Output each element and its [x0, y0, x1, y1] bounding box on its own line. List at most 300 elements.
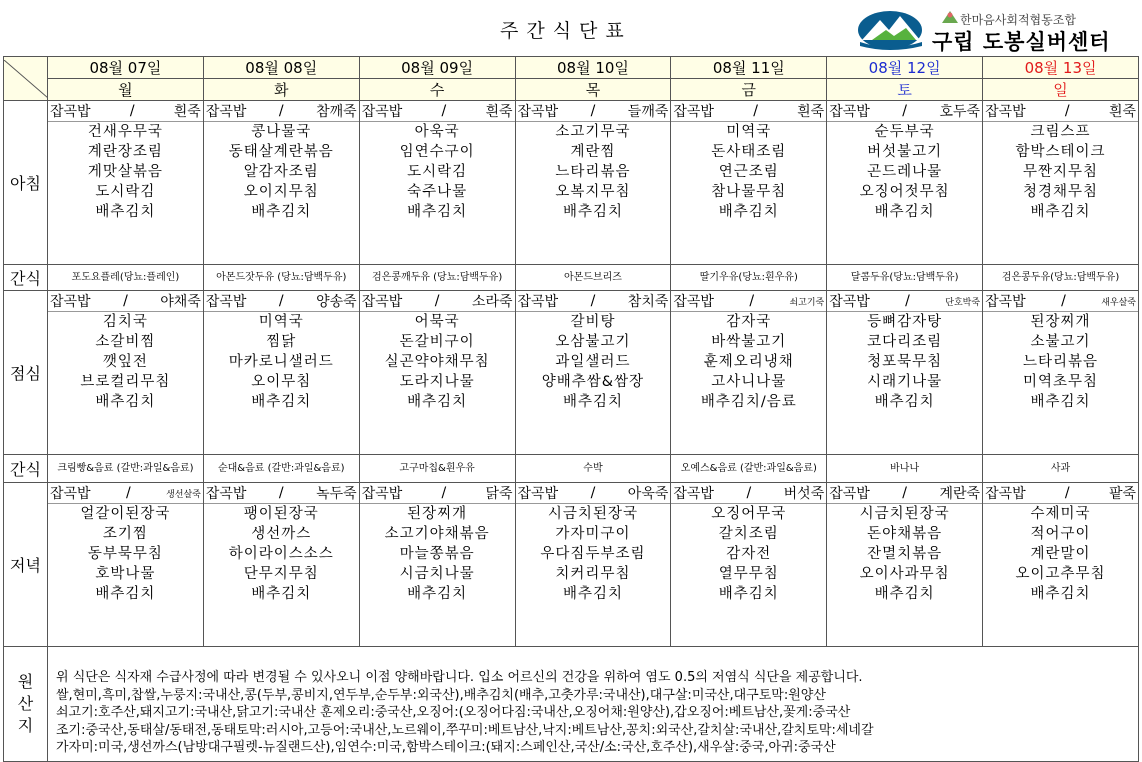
dish-item: 느타리볶음 — [1023, 354, 1099, 370]
dish-item: 배추김치 — [1030, 204, 1091, 220]
rice-porridge-line — [671, 101, 826, 122]
breakfast-cell — [515, 101, 671, 265]
header — [0, 0, 1142, 56]
porridge-label: 양송죽 — [316, 294, 357, 310]
breakfast-cell — [203, 101, 359, 265]
rice-porridge-line — [671, 291, 826, 312]
snack2-item: 바나나 — [827, 455, 983, 483]
rice-label: 잡곡밥 — [673, 486, 714, 502]
snack2-item: 순대&음료 (갈반:과일&음료) — [203, 455, 359, 483]
origin-line: 쌀,현미,흑미,찹쌀,누룽지:국내산,콩(두부,콩비지,연두부,순두부:외국산),배추김치(배추,고춧가루:국내산),대구살:미국산,대구토막:원양산 — [56, 687, 826, 703]
lunch-row — [4, 291, 1139, 455]
rice-label: 잡곡밥 — [985, 104, 1026, 120]
dish-item: 팽이된장국 — [243, 506, 319, 522]
corner-cell — [4, 57, 48, 101]
dish-item: 가자미구이 — [555, 526, 631, 542]
dish-item: 감자국 — [726, 314, 772, 330]
dish-item: 소고기무국 — [555, 124, 631, 140]
origin-line: 위 식단은 식자재 수급사정에 따라 변경될 수 있사오니 이점 양해바랍니다. 입소 어르신의 건강을 위하여 염도 0.5의 저염식 식단을 제공합니다. — [56, 670, 863, 685]
blank-line — [360, 243, 515, 264]
snack1-item: 아몬드잣두유 (당뇨:담백두유) — [203, 265, 359, 291]
dinner-label: 저녁 — [4, 483, 48, 647]
breakfast-label: 아침 — [4, 101, 48, 265]
dinner-cell — [983, 483, 1139, 647]
org-name: 구립 도봉실버센터 — [932, 30, 1111, 54]
dish-item: 배추김치 — [95, 394, 156, 410]
org-subtitle: 한마음사회적협동조합 — [960, 13, 1076, 27]
corner-diagonal — [4, 60, 48, 98]
rice-porridge-line — [983, 291, 1138, 312]
rice-porridge-line — [516, 101, 671, 122]
dish-item: 치커리무침 — [555, 566, 631, 582]
org-logo — [856, 6, 1136, 52]
dish-item: 배추김치 — [407, 394, 468, 410]
dish-item: 김치국 — [102, 314, 148, 330]
dish-item: 하이라이스소스 — [228, 546, 334, 562]
blank-line — [983, 433, 1138, 454]
blank-line — [204, 625, 359, 646]
dish-item: 배추김치 — [562, 204, 623, 220]
porridge-label: 쇠고기죽 — [789, 297, 825, 308]
blank-line — [516, 412, 671, 433]
dish-item: 미역국 — [726, 124, 772, 140]
dish-item: 청경채무침 — [1023, 184, 1099, 200]
origin-row — [4, 647, 1139, 762]
rice-porridge-line — [983, 101, 1138, 122]
blank-line — [48, 222, 203, 243]
dish-item: 참나물무침 — [711, 184, 787, 200]
snack2-item: 오예스&음료 (갈반:과일&음료) — [671, 455, 827, 483]
blank-line — [204, 412, 359, 433]
cooperative-emblem-icon — [940, 9, 960, 25]
dinner-row — [4, 483, 1139, 647]
dish-item: 배추김치 — [1030, 394, 1091, 410]
dish-item: 건새우무국 — [87, 124, 163, 140]
breakfast-cell — [827, 101, 983, 265]
rice-label: 잡곡밥 — [205, 294, 247, 310]
rice-label: 잡곡밥 — [985, 486, 1026, 502]
dish-item: 적어구이 — [1030, 526, 1091, 542]
rice-porridge-line — [360, 291, 515, 312]
rice-porridge-line — [48, 101, 203, 122]
dish-item: 배추김치 — [407, 204, 468, 220]
dish-item: 연근조림 — [718, 164, 779, 180]
snack2-row — [4, 455, 1139, 483]
dish-item: 배추김치 — [874, 586, 935, 602]
dish-item: 코다리조림 — [867, 334, 943, 350]
rice-label: 잡곡밥 — [829, 486, 870, 502]
dish-item: 청포묵무침 — [867, 354, 943, 370]
dish-item: 등뼈감자탕 — [867, 314, 943, 330]
dish-item: 게맛살볶음 — [87, 164, 163, 180]
rice-label: 잡곡밥 — [361, 486, 403, 502]
dish-item: 배추김치 — [95, 586, 156, 602]
blank-line — [204, 604, 359, 625]
blank-line — [983, 243, 1138, 264]
blank-line — [671, 222, 826, 243]
dish-item: 오이사과무침 — [859, 566, 950, 582]
blank-line — [671, 412, 826, 433]
dish-item: 무짠지무침 — [1023, 164, 1099, 180]
breakfast-cell — [48, 101, 204, 265]
dish-item: 동태살계란볶음 — [228, 144, 334, 160]
blank-line — [983, 604, 1138, 625]
blank-line — [48, 604, 203, 625]
blank-line — [827, 222, 982, 243]
dish-item: 소갈비찜 — [95, 334, 156, 350]
dish-item: 계란찜 — [570, 144, 616, 160]
blank-line — [204, 433, 359, 454]
porridge-label: 버섯죽 — [783, 486, 825, 502]
date-thu: 08월 10일 — [515, 57, 671, 79]
rice-porridge-line — [827, 101, 982, 122]
origin-notice — [48, 647, 1139, 762]
porridge-label: 소라죽 — [471, 294, 513, 310]
dish-item: 소불고기 — [1030, 334, 1091, 350]
dish-item: 배추김치 — [718, 204, 779, 220]
dish-item: 배추김치 — [874, 204, 935, 220]
breakfast-row — [4, 101, 1139, 265]
dish-item: 콩나물국 — [251, 124, 312, 140]
snack1-item: 검은콩두유(당뇨:담백두유) — [983, 265, 1139, 291]
dinner-cell — [359, 483, 515, 647]
blank-line — [671, 243, 826, 264]
rice-label: 잡곡밥 — [829, 294, 870, 310]
dish-item: 아욱국 — [414, 124, 460, 140]
date-sat: 08월 12일 — [827, 57, 983, 79]
dish-item: 수제미국 — [1030, 506, 1091, 522]
slash-separator: / — [441, 103, 447, 119]
blank-line — [360, 222, 515, 243]
rice-label: 잡곡밥 — [205, 104, 247, 120]
dish-item: 도라지나물 — [399, 374, 475, 390]
dinner-cell — [827, 483, 983, 647]
blank-line — [827, 625, 982, 646]
slash-separator: / — [278, 293, 284, 309]
dish-item: 시금치된장국 — [547, 506, 638, 522]
rice-porridge-line — [204, 291, 359, 312]
dish-item: 양배추쌈&쌈장 — [541, 374, 645, 390]
blank-line — [48, 625, 203, 646]
snack1-item: 검은콩깨두유 (당뇨:담백두유) — [359, 265, 515, 291]
date-row — [4, 57, 1139, 79]
dinner-cell — [203, 483, 359, 647]
blank-line — [360, 625, 515, 646]
origin-label — [4, 647, 48, 762]
rice-label: 잡곡밥 — [985, 294, 1026, 310]
porridge-label: 흰죽 — [1108, 104, 1136, 120]
snack1-row — [4, 265, 1139, 291]
dish-item: 배추김치 — [562, 394, 623, 410]
dish-item: 도시락김 — [407, 164, 468, 180]
dish-item: 돈갈비구이 — [399, 334, 475, 350]
slash-separator: / — [129, 103, 135, 119]
dish-item: 깻잎전 — [102, 354, 148, 370]
blank-line — [983, 625, 1138, 646]
snack2-item: 사과 — [983, 455, 1139, 483]
dish-item: 된장찌개 — [407, 506, 468, 522]
rice-label: 잡곡밥 — [205, 486, 247, 502]
blank-line — [360, 412, 515, 433]
blank-line — [827, 412, 982, 433]
breakfast-cell — [983, 101, 1139, 265]
lunch-cell — [983, 291, 1139, 455]
slash-separator: / — [746, 485, 752, 501]
dish-item: 알감자조림 — [243, 164, 319, 180]
dish-item: 실곤약야채무침 — [384, 354, 490, 370]
rice-porridge-line — [983, 483, 1138, 504]
dish-item: 배추김치/음료 — [700, 394, 797, 410]
dish-item: 곤드레나물 — [867, 164, 943, 180]
rice-porridge-line — [827, 291, 982, 312]
dish-item: 배추김치 — [1030, 586, 1091, 602]
dish-item: 마늘쫑볶음 — [399, 546, 475, 562]
porridge-label: 참깨죽 — [316, 104, 357, 120]
slash-separator: / — [590, 293, 596, 309]
dish-item: 오이무침 — [251, 374, 312, 390]
date-fri: 08월 11일 — [671, 57, 827, 79]
weekday-wed: 수 — [359, 79, 515, 101]
date-sun: 08월 13일 — [983, 57, 1139, 79]
dish-item: 미역초무침 — [1023, 374, 1099, 390]
dish-item: 오이지무침 — [243, 184, 319, 200]
rice-porridge-line — [827, 483, 982, 504]
snack1-item: 달콤두유(당뇨:담백두유) — [827, 265, 983, 291]
dish-item: 돈사태조림 — [711, 144, 787, 160]
dish-item: 찜닭 — [266, 334, 297, 350]
dish-item: 배추김치 — [562, 586, 623, 602]
dish-item: 오삼불고기 — [555, 334, 631, 350]
dish-item: 오징어젓무침 — [859, 184, 950, 200]
dinner-cell — [48, 483, 204, 647]
rice-porridge-line — [204, 483, 359, 504]
slash-separator: / — [753, 103, 758, 119]
dish-item: 어묵국 — [414, 314, 460, 330]
blank-line — [204, 243, 359, 264]
slash-separator: / — [123, 293, 128, 309]
porridge-label: 흰죽 — [173, 104, 201, 120]
dish-item: 잔멸치볶음 — [867, 546, 943, 562]
snack1-item: 아몬드브리즈 — [515, 265, 671, 291]
porridge-label: 계란죽 — [939, 486, 981, 502]
rice-label: 잡곡밥 — [361, 104, 403, 120]
porridge-label: 호두죽 — [939, 104, 981, 120]
blank-line — [48, 243, 203, 264]
slash-separator: / — [902, 485, 907, 501]
dish-item: 도시락김 — [95, 184, 156, 200]
dish-item: 배추김치 — [95, 204, 156, 220]
lunch-cell — [515, 291, 671, 455]
porridge-label: 생선살죽 — [166, 489, 201, 500]
page-title: 주간식단표 — [500, 20, 632, 42]
lunch-cell — [671, 291, 827, 455]
snack2-item: 크림빵&음료 (갈반:과일&음료) — [48, 455, 204, 483]
rice-label: 잡곡밥 — [829, 104, 870, 120]
dish-item: 우다짐두부조림 — [540, 546, 646, 562]
snack1-item: 딸기우유(당뇨:흰우유) — [671, 265, 827, 291]
slash-separator: / — [441, 485, 447, 501]
breakfast-cell — [671, 101, 827, 265]
dish-item: 숙주나물 — [407, 184, 468, 200]
blank-line — [516, 243, 671, 264]
dinner-cell — [671, 483, 827, 647]
snack2-item: 수박 — [515, 455, 671, 483]
blank-line — [671, 604, 826, 625]
dish-item: 갈비탕 — [570, 314, 616, 330]
dish-item: 배추김치 — [718, 586, 779, 602]
weekday-thu: 목 — [515, 79, 671, 101]
rice-porridge-line — [360, 101, 515, 122]
dish-item: 과일샐러드 — [555, 354, 631, 370]
dish-item: 동부묵무침 — [87, 546, 163, 562]
porridge-label: 흰죽 — [797, 104, 825, 120]
porridge-label: 들깨죽 — [627, 104, 669, 120]
dish-item: 미역국 — [258, 314, 304, 330]
weekday-sun: 일 — [983, 79, 1139, 101]
blank-line — [671, 625, 826, 646]
dish-item: 조기찜 — [102, 526, 148, 542]
porridge-label: 팥죽 — [1108, 486, 1136, 502]
dinner-cell — [515, 483, 671, 647]
rice-label: 잡곡밥 — [361, 294, 403, 310]
snack1-item: 포도요플레(당뇨:플레인) — [48, 265, 204, 291]
weekday-tue: 화 — [203, 79, 359, 101]
date-tue: 08월 08일 — [203, 57, 359, 79]
lunch-cell — [203, 291, 359, 455]
weekday-sat: 토 — [827, 79, 983, 101]
dish-item: 시금치나물 — [399, 566, 475, 582]
lunch-cell — [359, 291, 515, 455]
rice-porridge-line — [516, 291, 671, 312]
snack2-item: 고구마칩&흰우유 — [359, 455, 515, 483]
slash-separator: / — [1064, 103, 1070, 119]
rice-label: 잡곡밥 — [50, 486, 91, 502]
rice-porridge-line — [48, 291, 203, 312]
dish-item: 함박스테이크 — [1015, 144, 1106, 160]
slash-separator: / — [590, 485, 596, 501]
blank-line — [983, 412, 1138, 433]
dish-item: 돈야채볶음 — [867, 526, 943, 542]
blank-line — [204, 222, 359, 243]
dish-item: 열무무침 — [718, 566, 779, 582]
rice-porridge-line — [516, 483, 671, 504]
porridge-label: 야채죽 — [160, 294, 201, 310]
origin-line: 쇠고기:호주산,돼지고기:국내산,닭고기:국내산 훈제오리:중국산,오징어:(오징어다짐:국내산,오징어채:원양산),갑오징어:베트남산,꽃게:중국산 — [56, 705, 851, 720]
dish-item: 느타리볶음 — [555, 164, 631, 180]
blank-line — [360, 433, 515, 454]
dish-item: 생선까스 — [251, 526, 312, 542]
dish-item: 소고기야채볶음 — [384, 526, 490, 542]
mountain-logo-icon — [856, 6, 926, 50]
blank-line — [827, 604, 982, 625]
blank-line — [516, 433, 671, 454]
date-mon: 08월 07일 — [48, 57, 204, 79]
rice-label: 잡곡밥 — [50, 294, 91, 310]
origin-line: 가자미:미국,생선까스(남방대구필렛-뉴질랜드산),임연수:미국,함박스테이크:(돼지:스페인산,국산/소:국산,호주산),새우살:중국,아귀:중국산 — [56, 740, 836, 755]
slash-separator: / — [1064, 485, 1070, 501]
dish-item: 감자전 — [726, 546, 772, 562]
blank-line — [360, 604, 515, 625]
dish-item: 고사니나물 — [711, 374, 787, 390]
dish-item: 브로컬리무침 — [80, 374, 171, 390]
snack1-label: 간식 — [4, 265, 48, 291]
rice-porridge-line — [671, 483, 826, 504]
dish-item: 계란장조림 — [87, 144, 163, 160]
weekly-menu-table — [3, 56, 1139, 762]
lunch-cell — [48, 291, 204, 455]
slash-separator: / — [434, 293, 440, 309]
porridge-label: 새우살죽 — [1101, 297, 1136, 308]
rice-porridge-line — [204, 101, 359, 122]
slash-separator: / — [905, 293, 910, 309]
dish-item: 시금치된장국 — [859, 506, 950, 522]
slash-separator: / — [590, 103, 596, 119]
snack2-label: 간식 — [4, 455, 48, 483]
porridge-label: 단호박죽 — [945, 297, 981, 308]
dish-item: 배추김치 — [251, 394, 312, 410]
slash-separator: / — [125, 485, 131, 501]
slash-separator: / — [1061, 293, 1066, 309]
dish-item: 배추김치 — [407, 586, 468, 602]
lunch-label: 점심 — [4, 291, 48, 455]
slash-separator: / — [278, 103, 284, 119]
slash-separator: / — [902, 103, 907, 119]
dish-item: 오복지무침 — [555, 184, 631, 200]
dish-item: 오이고추무침 — [1015, 566, 1106, 582]
date-wed: 08월 09일 — [359, 57, 515, 79]
origin-line: 조기:중국산,동태살/동태전,동태토막:러시아,고등어:국내산,노르웨이,쭈꾸미:베트남산,낙지:베트남산,꽁치:외국산,갈치살:국내산,갈치토막:세네갈 — [56, 722, 874, 738]
rice-label: 잡곡밥 — [50, 104, 91, 120]
blank-line — [516, 604, 671, 625]
dish-item: 배추김치 — [251, 586, 312, 602]
weekday-fri: 금 — [671, 79, 827, 101]
porridge-label: 닭죽 — [485, 486, 513, 502]
blank-line — [48, 412, 203, 433]
rice-label: 잡곡밥 — [673, 294, 714, 310]
rice-label: 잡곡밥 — [517, 104, 559, 120]
lunch-cell — [827, 291, 983, 455]
origin-label-text: 원산지 — [17, 671, 34, 735]
dish-item: 된장찌개 — [1030, 314, 1091, 330]
dish-item: 임연수구이 — [399, 144, 475, 160]
blank-line — [827, 243, 982, 264]
porridge-label: 참치죽 — [627, 294, 669, 310]
rice-label: 잡곡밥 — [517, 294, 559, 310]
rice-label: 잡곡밥 — [517, 486, 559, 502]
slash-separator: / — [749, 293, 755, 309]
weekday-mon: 월 — [48, 79, 204, 101]
dish-item: 배추김치 — [874, 394, 935, 410]
rice-porridge-line — [48, 483, 203, 504]
blank-line — [671, 433, 826, 454]
dish-item: 호박나물 — [95, 566, 156, 582]
dish-item: 갈치조림 — [718, 526, 779, 542]
porridge-label: 흰죽 — [485, 104, 513, 120]
slash-separator: / — [278, 485, 284, 501]
dish-item: 훈제오리냉채 — [703, 354, 794, 370]
dish-item: 오징어무국 — [711, 506, 787, 522]
blank-line — [983, 222, 1138, 243]
blank-line — [48, 433, 203, 454]
dish-item: 시래기나물 — [867, 374, 943, 390]
rice-porridge-line — [360, 483, 515, 504]
porridge-label: 아욱죽 — [627, 486, 669, 502]
blank-line — [827, 433, 982, 454]
blank-line — [516, 625, 671, 646]
porridge-label: 녹두죽 — [316, 486, 357, 502]
dish-item: 계란말이 — [1030, 546, 1091, 562]
dish-item: 단무지무침 — [243, 566, 319, 582]
